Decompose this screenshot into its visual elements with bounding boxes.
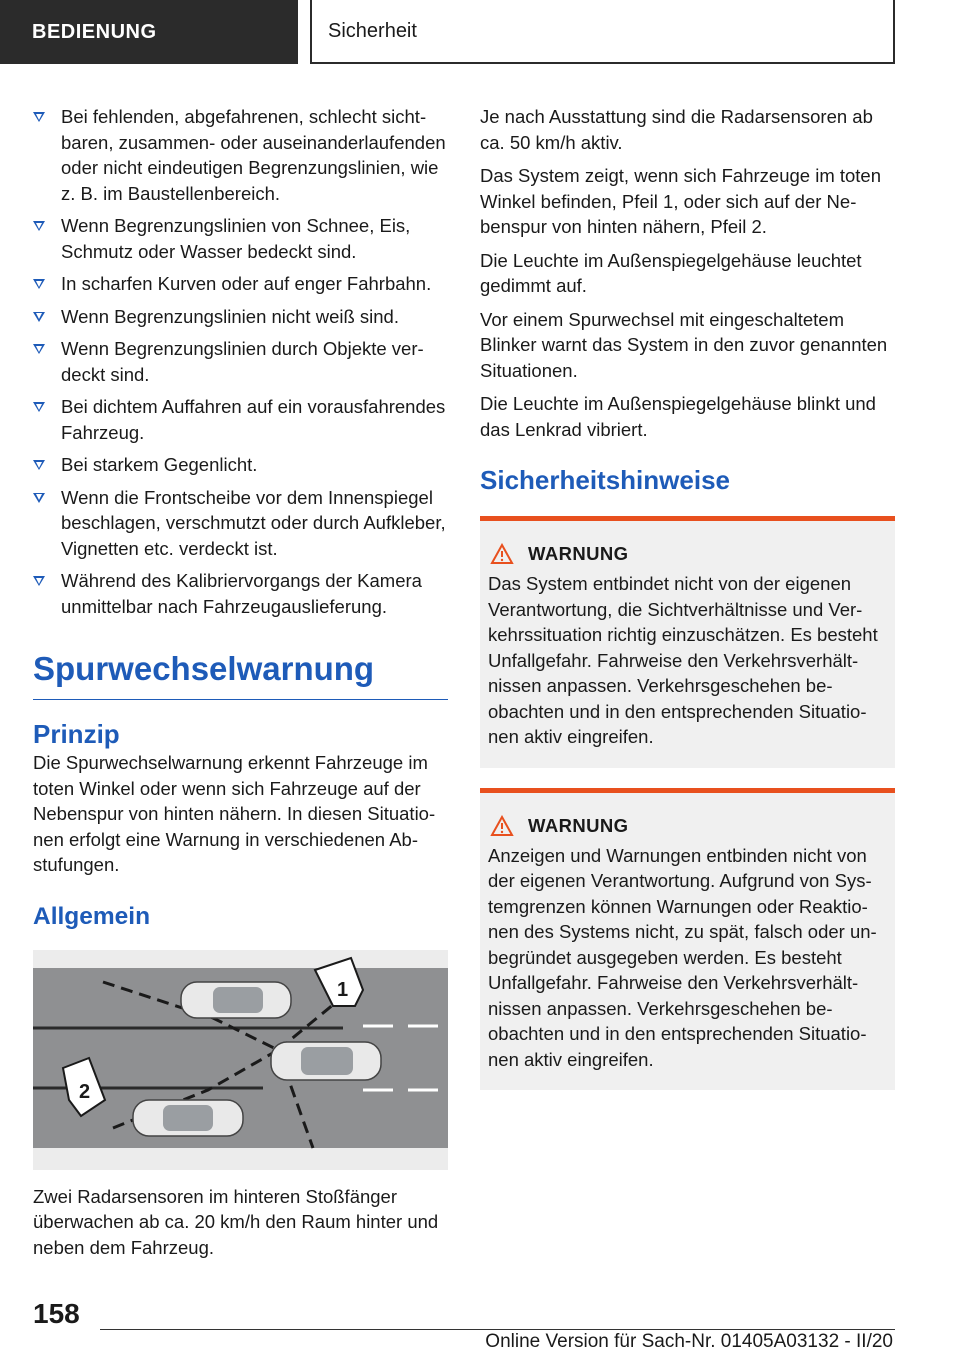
triangle-bullet-icon — [33, 344, 45, 354]
footer-online-version: Online Version für Sach-Nr. 01405A03132 - II/20 — [485, 1331, 893, 1352]
limitation-list — [33, 104, 448, 619]
triangle-bullet-icon — [33, 221, 45, 231]
list-item: In scharfen Kurven oder auf enger Fahrbahn. — [33, 271, 448, 297]
list-item: Bei dichtem Auffahren auf ein vorausfahrendes Fahrzeug. — [33, 394, 448, 445]
body-paragraph: Vor einem Spurwechsel mit eingeschaltetem Blinker warnt das System in den zuvor genannten Situationen. — [480, 308, 888, 381]
triangle-bullet-icon — [33, 112, 45, 122]
triangle-bullet-icon — [33, 460, 45, 470]
body-paragraph: Je nach Ausstattung sind die Radarsensoren ab ca. 50 km/h aktiv. — [480, 106, 873, 153]
triangle-bullet-icon — [33, 402, 45, 412]
list-item: Wenn Begrenzungslinien von Schnee, Eis, Schmutz oder Wasser bedeckt sind. — [33, 213, 448, 264]
car-left-lane — [181, 982, 291, 1018]
section-title: BEDIENUNG — [32, 20, 157, 43]
topic-title: Sicherheit — [328, 19, 417, 42]
list-item: Wenn die Frontscheibe vor dem Innenspiegel beschlagen, verschmutzt oder durch Aufkleber, Vignetten etc. verdeckt ist. — [33, 485, 448, 562]
list-item: Wenn Begrenzungslinien nicht weiß sind. — [33, 304, 448, 330]
topic-tab — [310, 0, 895, 64]
principle-text: Die Spurwechselwarnung erkennt Fahrzeuge im toten Winkel oder wenn sich Fahrzeuge auf der Nebenspur von hinten nähern. In diesen Situationen erfolgt eine Warnung in verschiedenen Abstufungen. — [33, 752, 436, 875]
warning-title: WARNUNG — [488, 815, 887, 837]
lane-change-illustration — [33, 950, 448, 1170]
body-paragraph: Die Leuchte im Außenspiegelgehäuse blinkt und das Lenkrad vibriert. — [480, 393, 876, 440]
list-item: Bei fehlenden, abgefahrenen, schlecht sichtbaren, zusammen- oder auseinanderlaufenden oder nicht eindeutigen Begrenzungslinien, wie z. B. im Baustellenbereich. — [33, 104, 448, 206]
triangle-bullet-icon — [33, 576, 45, 586]
general-heading: Allgemein — [33, 902, 151, 930]
warning-text: Anzeigen und Warnungen entbinden nicht von der eigenen Verantwortung. Aufgrund von Systemgrenzen können Warnungen oder Reaktionen des Systems nicht, zu spät, falsch oder unbegründet ausgegeben werden. Es besteht Unfallgefahr. Fahrweise den Verkehrsverhältnissen anpassen. Verkehrsgeschehen beobachten und in den entsprechenden Situationen aktiv eingreifen. — [488, 844, 877, 1070]
warning-text: Das System entbindet nicht von der eigenen Verantwortung, die Sichtverhältnisse und Verkehrssituation richtig einzuschätzen. Es besteht Unfallgefahr. Fahrweise den Verkehrsverhältnissen anpassen. Verkehrsgeschehen beobachten und in den entsprechenden Situationen aktiv eingreifen. — [488, 573, 878, 747]
principle-heading: Prinzip — [33, 719, 120, 749]
footer-divider — [100, 1329, 895, 1330]
triangle-bullet-icon — [33, 312, 45, 322]
chapter-heading: Spurwechselwarnung — [33, 649, 448, 700]
warning-box — [480, 516, 895, 768]
figure-caption: Zwei Radarsensoren im hinteren Stoßfänger überwachen ab ca. 20 km/h den Raum hinter und neben dem Fahrzeug. — [33, 1185, 439, 1258]
right-column — [480, 104, 895, 1090]
car-rear-lane — [133, 1100, 243, 1136]
body-paragraph: Die Leuchte im Außenspiegelgehäuse leuchtet gedimmt auf. — [480, 249, 862, 296]
road-diagram — [33, 950, 448, 1170]
list-item: Wenn Begrenzungslinien durch Objekte verdeckt sind. — [33, 336, 448, 387]
section-tab — [0, 0, 298, 64]
arrow-1-label: 1 — [337, 978, 349, 1001]
triangle-bullet-icon — [33, 493, 45, 503]
list-item: Bei starkem Gegenlicht. — [33, 452, 448, 478]
triangle-bullet-icon — [33, 279, 45, 289]
body-paragraph: Das System zeigt, wenn sich Fahrzeuge im toten Winkel befinden, Pfeil 1, oder sich auf der Nebenspur von hinten nähern, Pfeil 2. — [480, 165, 882, 237]
list-item: Während des Kalibriervorgangs der Kamera unmittelbar nach Fahrzeugauslieferung. — [33, 568, 448, 619]
warning-title: WARNUNG — [488, 543, 887, 565]
warning-box — [480, 788, 895, 1091]
page-number: 158 — [33, 1298, 80, 1329]
car-own-vehicle — [271, 1042, 381, 1080]
warning-triangle-icon — [490, 815, 514, 837]
safety-heading: Sicherheitshinweise — [480, 465, 730, 495]
left-column — [33, 104, 448, 1279]
warning-triangle-icon — [490, 543, 514, 565]
arrow-2-label: 2 — [79, 1080, 91, 1103]
